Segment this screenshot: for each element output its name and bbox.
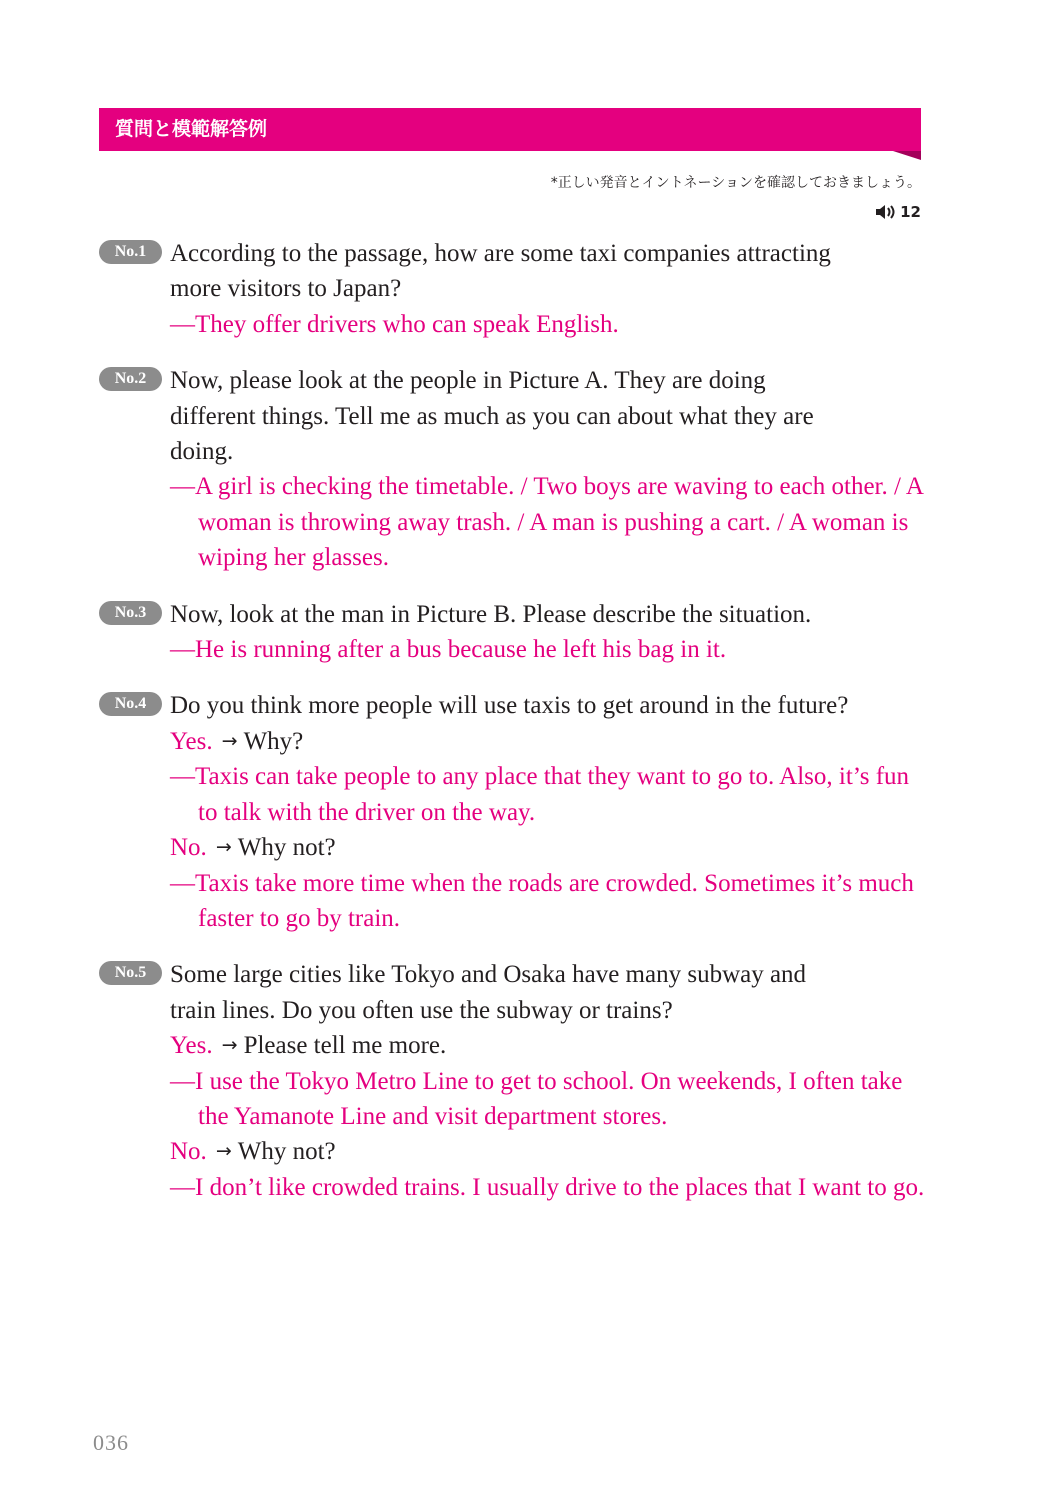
arrow-icon: → <box>221 729 238 752</box>
question-number-badge: No.5 <box>99 961 162 985</box>
follow-up-yes <box>170 724 929 759</box>
question-item <box>99 597 929 668</box>
question-text: more visitors to Japan? <box>170 275 402 303</box>
question-number-badge: No.3 <box>99 601 162 625</box>
question-text: According to the passage, how are some taxi companies attracting <box>170 240 831 267</box>
model-answer-yes: —I use the Tokyo Metro Line to get to school. On weekends, I often take the Yamanote Line and visit department stores. <box>170 1067 903 1130</box>
model-answer-yes: —Taxis can take people to any place that they want to go to. Also, it’s fun to talk with the driver on the way. <box>170 763 910 826</box>
question-text: train lines. Do you often use the subway or trains? <box>170 996 673 1024</box>
pronunciation-note: *正しい発音とイントネーションを確認しておきましょう。 <box>550 175 921 191</box>
question-number-badge: No.2 <box>99 367 162 391</box>
model-answer: —He is running after a bus because he left his bag in it. <box>170 636 727 664</box>
question-text: Do you think more people will use taxis to get around in the future? <box>170 692 849 720</box>
audio-track[interactable] <box>875 203 921 221</box>
section-title: 質問と模範解答例 <box>115 118 268 140</box>
question-number-badge: No.4 <box>99 692 162 716</box>
follow-up-no <box>170 1134 929 1169</box>
page-number: 036 <box>93 1430 129 1455</box>
header-flag-decoration <box>893 151 921 160</box>
speaker-icon <box>875 204 897 220</box>
model-answer-no: —I don’t like crowded trains. I usually drive to the places that I want to go. <box>170 1173 925 1201</box>
no-label: No. <box>170 834 207 862</box>
yes-label: Yes. <box>170 727 213 755</box>
question-item <box>99 957 929 1205</box>
follow-up-prompt: Why? <box>243 727 304 755</box>
audio-track-number: 12 <box>900 203 921 221</box>
model-answer: —A girl is checking the timetable. / Two boys are waving to each other. / A woman is throwing away trash. / A man is pushing a cart. / A woman is wiping her glasses. <box>170 473 923 572</box>
no-label: No. <box>170 1138 207 1166</box>
yes-label: Yes. <box>170 1032 213 1060</box>
arrow-icon: → <box>215 836 232 859</box>
model-answer-no: —Taxis take more time when the roads are crowded. Sometimes it’s much faster to go by train. <box>170 869 914 932</box>
question-list <box>99 236 929 1226</box>
question-text: doing. <box>170 438 234 466</box>
follow-up-prompt: Why not? <box>237 834 336 862</box>
follow-up-no <box>170 830 929 865</box>
question-text: Now, look at the man in Picture B. Please describe the situation. <box>170 600 812 628</box>
arrow-icon: → <box>215 1140 232 1163</box>
section-header <box>99 108 921 151</box>
question-number-badge: No.1 <box>99 240 162 264</box>
question-text: Now, please look at the people in Picture A. They are doing <box>170 367 766 395</box>
question-item <box>99 236 929 342</box>
question-text: Some large cities like Tokyo and Osaka have many subway and <box>170 961 807 989</box>
question-text: different things. Tell me as much as you can about what they are <box>170 402 814 430</box>
arrow-icon: → <box>221 1034 238 1057</box>
follow-up-yes <box>170 1028 929 1063</box>
question-item <box>99 363 929 575</box>
model-answer: —They offer drivers who can speak English. <box>170 310 619 338</box>
question-item <box>99 688 929 936</box>
follow-up-prompt: Why not? <box>237 1138 336 1166</box>
follow-up-prompt: Please tell me more. <box>243 1032 447 1060</box>
